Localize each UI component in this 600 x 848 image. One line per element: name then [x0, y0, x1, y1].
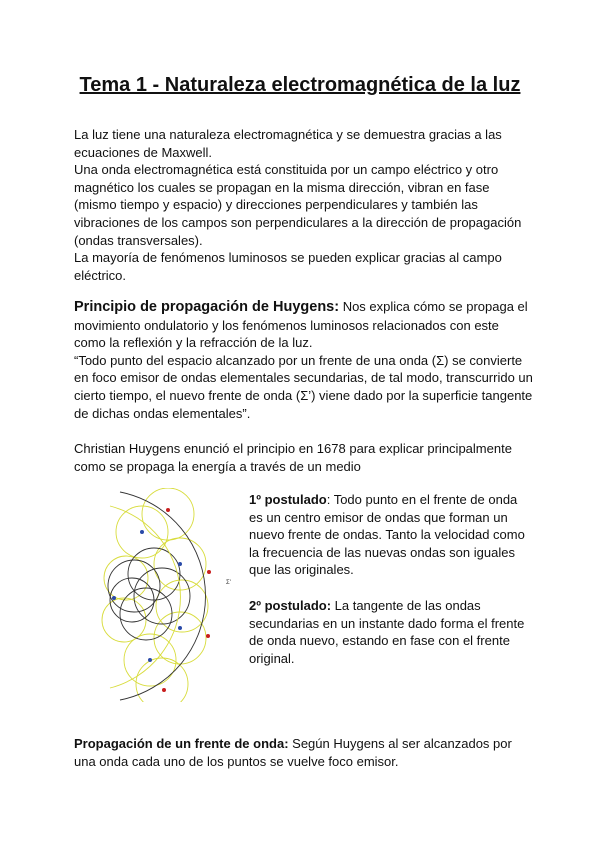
- red-point: [166, 508, 170, 512]
- wavefront-circle: [128, 548, 180, 600]
- wavefront-circle: [120, 588, 172, 640]
- postulate-1-label: 1º postulado: [249, 492, 327, 507]
- huygens-heading: Principio de propagación de Huygens:: [74, 299, 340, 315]
- wavefront-label: Σ': [226, 580, 231, 586]
- secondary-wave-circle: [102, 598, 146, 642]
- intro-paragraph-3: La mayoría de fenómenos luminosos se pueden explicar gracias al campo eléctrico.: [74, 250, 502, 283]
- intro-paragraph-2: Una onda electromagnética está constituida por un campo eléctrico y otro magnético los cuales se propagan en la misma dirección, vibran en fase (mismo tiempo y espacio) y direcciones perpendiculares y también las vibraciones de los campos son perpendiculares a la dirección de propagación (ondas transversales).: [74, 162, 522, 248]
- red-point: [207, 570, 211, 574]
- huygens-quote: “Todo punto del espacio alcanzado por un frente de una onda (Σ) se convierte en foco emisor de ondas elementales secundarias, de tal modo, transcurrido un cierto tiempo, el nuevo frente de onda (Σ’) viene dado por la superficie tangente de dichas ondas elementales”.: [74, 352, 533, 421]
- postulate-1: [249, 491, 534, 579]
- blue-point: [148, 658, 152, 662]
- wavefront-section: [74, 735, 534, 770]
- intro-section: [74, 126, 534, 284]
- history-paragraph: Christian Huygens enunció el principio en 1678 para explicar principalmente como se propaga la energía a través de un medio: [74, 441, 512, 474]
- postulate-1-text: : Todo punto en el frente de onda es un centro emisor de ondas que forman un nuevo frente de ondas. Tanto la velocidad como la frecuencia de las nuevas ondas son iguales que las originales.: [249, 492, 525, 578]
- huygens-section: [74, 298, 534, 422]
- wavefront-text: Según Huygens al ser alcanzados por una onda cada uno de los puntos se vuelve foco emisor.: [74, 736, 512, 769]
- blue-point: [140, 530, 144, 534]
- postulate-2-text: La tangente de las ondas secundarias en un instante dado forma el frente de onda nuevo, estando en fase con el frente original.: [249, 598, 525, 666]
- huygens-diagram: [96, 488, 244, 702]
- red-point: [162, 688, 166, 692]
- intro-paragraph-1: La luz tiene una naturaleza electromagnética y se demuestra gracias a las ecuaciones de Maxwell.: [74, 127, 502, 160]
- huygens-text: Nos explica cómo se propaga el movimiento ondulatorio y los fenómenos luminosos relacionados con este como la reflexión y la refracción de la luz.: [74, 299, 528, 351]
- blue-point: [178, 626, 182, 630]
- postulate-2-label: 2º postulado:: [249, 598, 332, 613]
- red-point: [206, 634, 210, 638]
- history-section: [74, 440, 534, 475]
- inner-wavefront-arc: [110, 506, 180, 688]
- secondary-wave-circle: [154, 612, 206, 664]
- wavefront-circle: [108, 560, 160, 612]
- blue-point: [112, 596, 116, 600]
- wavefront-heading: Propagación de un frente de onda:: [74, 736, 289, 751]
- huygens-paragraph: [74, 298, 534, 352]
- wavefront-circle: [134, 568, 190, 624]
- blue-point: [178, 562, 182, 566]
- page-title: Tema 1 - Naturaleza electromagnética de la luz: [79, 74, 521, 96]
- postulate-2: [249, 597, 534, 667]
- wavefront-circle: [110, 578, 154, 622]
